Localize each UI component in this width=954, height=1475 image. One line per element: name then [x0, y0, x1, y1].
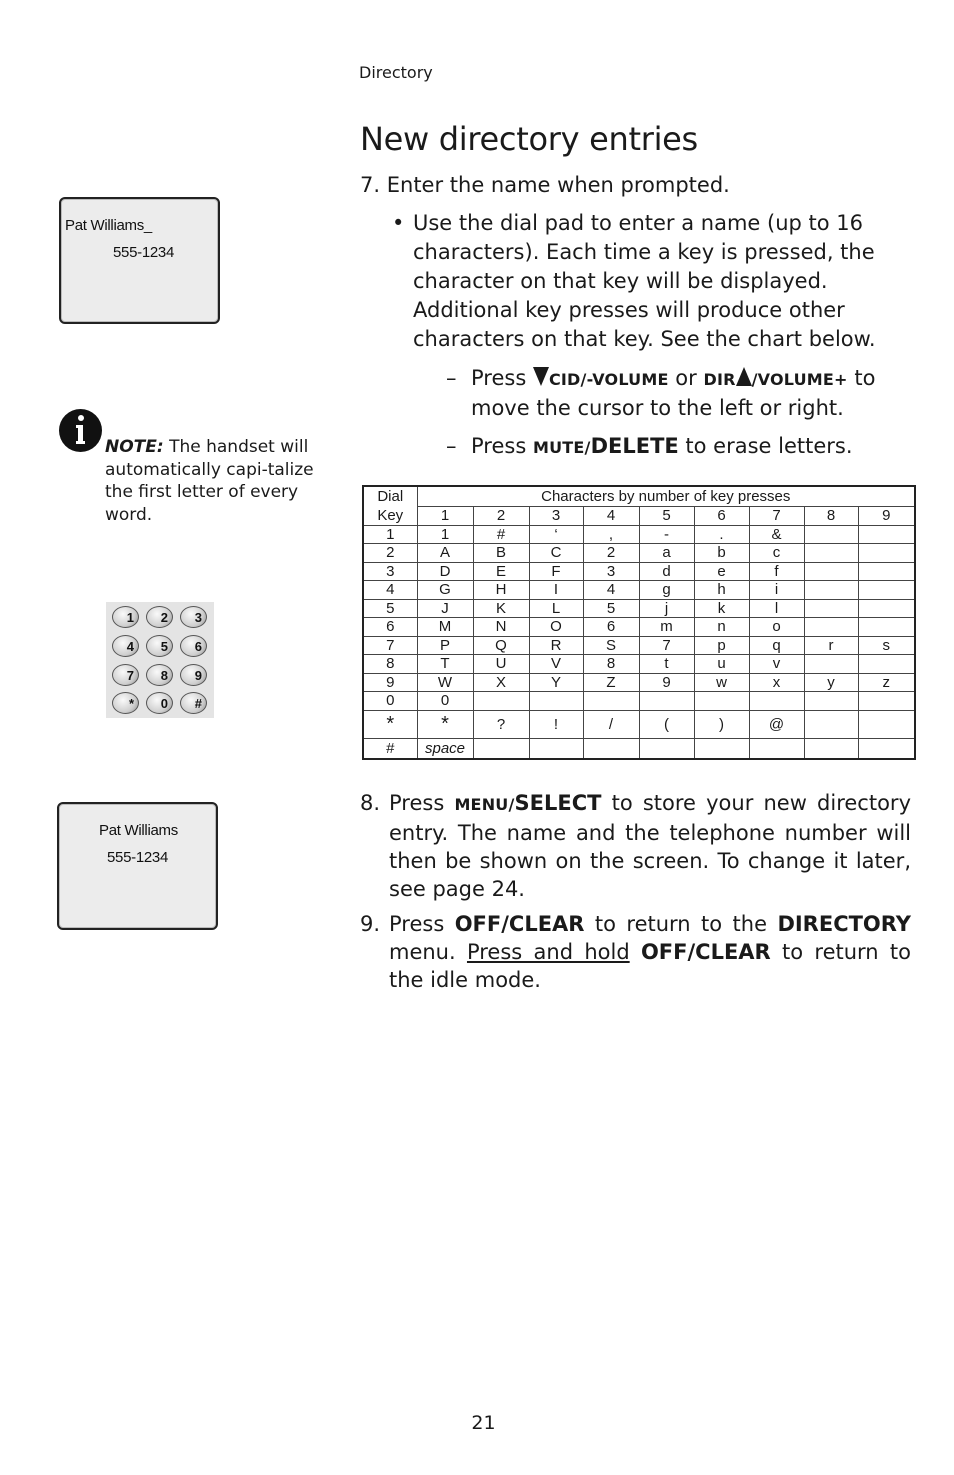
note	[105, 436, 315, 526]
chart-title: Characters by number of key presses	[417, 486, 915, 507]
press-count-header: 7	[749, 507, 804, 526]
char-cell: U	[473, 655, 529, 674]
key-7: 7	[112, 664, 139, 686]
press-count-header: 9	[858, 507, 915, 526]
char-cell: h	[694, 581, 749, 600]
char-cell	[529, 692, 583, 711]
char-cell	[858, 710, 915, 738]
char-cell: m	[639, 618, 694, 637]
char-cell: z	[858, 673, 915, 692]
char-cell: R	[529, 636, 583, 655]
char-cell: t	[639, 655, 694, 674]
press-count-header: 2	[473, 507, 529, 526]
cid-volume-key: CID/-VOLUME	[548, 370, 669, 389]
off-clear-key: OFF/CLEAR	[454, 912, 585, 936]
menu-key: MENU/	[454, 795, 515, 814]
step-8-number: 8.	[360, 791, 381, 815]
char-cell: 8	[583, 655, 639, 674]
select-key: SELECT	[514, 791, 602, 815]
char-cell: c	[749, 544, 804, 563]
char-cell	[583, 692, 639, 711]
chart-row	[363, 562, 915, 581]
char-cell: (	[639, 710, 694, 738]
dial-key-cell: 3	[363, 562, 417, 581]
char-cell: 6	[583, 618, 639, 637]
char-cell: y	[804, 673, 858, 692]
char-cell: P	[417, 636, 473, 655]
char-cell: q	[749, 636, 804, 655]
char-cell	[804, 562, 858, 581]
char-cell	[694, 692, 749, 711]
char-cell	[858, 599, 915, 618]
char-cell: N	[473, 618, 529, 637]
char-cell: ,	[583, 525, 639, 544]
step-9-t5: to return to the idle mode.	[389, 940, 911, 992]
delete-key: DELETE	[590, 434, 679, 458]
down-arrow-icon	[533, 367, 549, 386]
char-cell: )	[694, 710, 749, 738]
char-cell	[858, 692, 915, 711]
char-cell: V	[529, 655, 583, 674]
char-cell: /	[583, 710, 639, 738]
char-cell: -	[639, 525, 694, 544]
char-cell	[749, 738, 804, 759]
char-cell	[694, 738, 749, 759]
chart-row	[363, 673, 915, 692]
char-cell	[804, 544, 858, 563]
key-9: 9	[180, 664, 207, 686]
char-cell: !	[529, 710, 583, 738]
press-count-header: 6	[694, 507, 749, 526]
dial-pad-image	[106, 602, 214, 718]
char-cell: T	[417, 655, 473, 674]
screen-number: 555-1234	[113, 244, 174, 261]
off-clear-key: OFF/CLEAR	[640, 940, 771, 964]
char-cell	[804, 692, 858, 711]
char-cell: d	[639, 562, 694, 581]
key-6: 6	[180, 635, 207, 657]
char-cell: s	[858, 636, 915, 655]
erase-instruction-suffix: to erase letters.	[678, 434, 853, 458]
char-cell: u	[694, 655, 749, 674]
chart-row	[363, 710, 915, 738]
char-cell: 9	[639, 673, 694, 692]
dial-key-cell: 9	[363, 673, 417, 692]
char-cell: x	[749, 673, 804, 692]
char-cell	[858, 525, 915, 544]
step-8-text	[389, 789, 911, 903]
step-7	[360, 171, 730, 200]
erase-instruction-text	[471, 432, 911, 462]
step-9-t2: to return to the	[584, 912, 778, 936]
dash: –	[446, 366, 457, 390]
section-header: Directory	[359, 63, 433, 82]
dial-key-cell: 4	[363, 581, 417, 600]
dial-key-header: Key	[363, 507, 417, 526]
chart-row	[363, 738, 915, 759]
note-body: The handset will automatically capi-talize the first letter of every word.	[105, 437, 314, 525]
char-cell	[529, 738, 583, 759]
cursor-instruction-text	[471, 364, 911, 423]
char-cell: B	[473, 544, 529, 563]
char-cell: *	[417, 710, 473, 738]
key-pound: #	[180, 692, 207, 714]
page-number: 21	[471, 1412, 496, 1434]
char-cell: .	[694, 525, 749, 544]
char-cell: v	[749, 655, 804, 674]
key-star: *	[112, 692, 139, 714]
key-0: 0	[146, 692, 173, 714]
char-cell	[749, 692, 804, 711]
char-cell: Y	[529, 673, 583, 692]
char-cell: g	[639, 581, 694, 600]
up-arrow-icon	[736, 367, 752, 386]
char-cell: C	[529, 544, 583, 563]
char-cell: 1	[417, 525, 473, 544]
char-cell: K	[473, 599, 529, 618]
press-count-header: 4	[583, 507, 639, 526]
key-4: 4	[112, 635, 139, 657]
dial-key-cell: 6	[363, 618, 417, 637]
char-cell: E	[473, 562, 529, 581]
step-9-t4	[630, 940, 641, 964]
chart-row	[363, 599, 915, 618]
info-icon	[59, 409, 102, 452]
char-cell	[473, 692, 529, 711]
press-and-hold: Press and hold	[466, 940, 630, 964]
dial-key-cell: 7	[363, 636, 417, 655]
char-cell: 7	[639, 636, 694, 655]
handset-screen-typing	[59, 197, 220, 324]
char-cell: j	[639, 599, 694, 618]
dial-key-cell: 8	[363, 655, 417, 674]
char-cell	[858, 544, 915, 563]
cursor-instruction-suffix: to move the cursor to the left or right.	[471, 366, 876, 420]
char-cell: Z	[583, 673, 639, 692]
dash: –	[446, 434, 457, 458]
key-2: 2	[146, 606, 173, 628]
char-cell	[639, 738, 694, 759]
char-cell: W	[417, 673, 473, 692]
char-cell: ‘	[529, 525, 583, 544]
char-cell: k	[694, 599, 749, 618]
char-cell: A	[417, 544, 473, 563]
char-cell	[804, 525, 858, 544]
step-7-text: Enter the name when prompted.	[386, 173, 730, 197]
key-8: 8	[146, 664, 173, 686]
char-cell	[858, 618, 915, 637]
char-cell: n	[694, 618, 749, 637]
char-cell: Q	[473, 636, 529, 655]
char-cell: l	[749, 599, 804, 618]
dir-key: DIR	[703, 370, 736, 389]
char-cell: o	[749, 618, 804, 637]
char-cell: G	[417, 581, 473, 600]
key-5: 5	[146, 635, 173, 657]
char-cell: L	[529, 599, 583, 618]
char-cell: S	[583, 636, 639, 655]
press-count-header: 1	[417, 507, 473, 526]
press-count-header: 8	[804, 507, 858, 526]
screen-name: Pat Williams_	[65, 217, 152, 234]
press-count-header: 3	[529, 507, 583, 526]
directory-key: DIRECTORY	[777, 912, 912, 936]
chart-row	[363, 581, 915, 600]
dial-key-cell: 2	[363, 544, 417, 563]
bullet-dot: •	[392, 211, 405, 235]
step-8-prefix: Press	[389, 791, 455, 815]
chart-row	[363, 544, 915, 563]
step-9-t3: menu.	[389, 940, 467, 964]
char-cell: 3	[583, 562, 639, 581]
char-cell	[639, 692, 694, 711]
press-count-header: 5	[639, 507, 694, 526]
char-cell: D	[417, 562, 473, 581]
char-cell: 2	[583, 544, 639, 563]
step-8-suffix: to store your new directory entry. The name and the telephone number will then be shown on the screen. To change it later, see page 24.	[389, 791, 911, 901]
note-label: NOTE:	[105, 437, 164, 457]
or-word: or	[668, 366, 704, 390]
char-cell: 5	[583, 599, 639, 618]
char-cell: a	[639, 544, 694, 563]
screen-number: 555-1234	[107, 849, 168, 866]
char-cell: space	[417, 738, 473, 759]
step-9-number: 9.	[360, 912, 381, 936]
chart-row	[363, 525, 915, 544]
char-cell: @	[749, 710, 804, 738]
char-cell	[804, 655, 858, 674]
chart-row	[363, 618, 915, 637]
page-title: New directory entries	[360, 120, 698, 158]
char-cell: f	[749, 562, 804, 581]
dial-key-cell: 0	[363, 692, 417, 711]
dial-key-cell: *	[363, 710, 417, 738]
key-1: 1	[112, 606, 139, 628]
char-cell	[804, 599, 858, 618]
char-cell: b	[694, 544, 749, 563]
char-cell	[804, 738, 858, 759]
chart-row	[363, 655, 915, 674]
char-cell: H	[473, 581, 529, 600]
char-cell	[804, 710, 858, 738]
char-cell: #	[473, 525, 529, 544]
dial-header: Dial	[363, 486, 417, 507]
char-cell	[804, 581, 858, 600]
char-cell	[858, 562, 915, 581]
step-7-number: 7.	[360, 173, 381, 197]
handset-screen-saved	[57, 802, 218, 930]
char-cell	[473, 738, 529, 759]
dial-key-cell: 5	[363, 599, 417, 618]
char-cell	[804, 618, 858, 637]
char-cell: w	[694, 673, 749, 692]
char-cell: J	[417, 599, 473, 618]
dial-key-cell: #	[363, 738, 417, 759]
step-9-text	[389, 910, 911, 994]
screen-name: Pat Williams	[99, 822, 178, 839]
char-cell: i	[749, 581, 804, 600]
char-cell: 0	[417, 692, 473, 711]
bullet-text: Use the dial pad to enter a name (up to 16 characters). Each time a key is pressed, the character on that key will be displayed. Additional key presses will produce other characters on that key. See the chart below.	[413, 211, 876, 351]
char-cell	[858, 738, 915, 759]
step-9-t1: Press	[389, 912, 455, 936]
char-cell: e	[694, 562, 749, 581]
press-word: Press	[471, 434, 533, 458]
dial-key-cell: 1	[363, 525, 417, 544]
char-cell: p	[694, 636, 749, 655]
char-cell: X	[473, 673, 529, 692]
character-chart	[362, 485, 916, 760]
char-cell: F	[529, 562, 583, 581]
char-cell	[858, 655, 915, 674]
char-cell: M	[417, 618, 473, 637]
char-cell: ?	[473, 710, 529, 738]
char-cell: O	[529, 618, 583, 637]
mute-key: MUTE/	[532, 438, 591, 457]
char-cell: I	[529, 581, 583, 600]
char-cell	[858, 581, 915, 600]
press-word: Press	[471, 366, 533, 390]
key-3: 3	[180, 606, 207, 628]
chart-row	[363, 636, 915, 655]
char-cell: &	[749, 525, 804, 544]
char-cell: 4	[583, 581, 639, 600]
char-cell: r	[804, 636, 858, 655]
chart-row	[363, 692, 915, 711]
volume-plus-key: /VOLUME+	[751, 370, 848, 389]
char-cell	[583, 738, 639, 759]
